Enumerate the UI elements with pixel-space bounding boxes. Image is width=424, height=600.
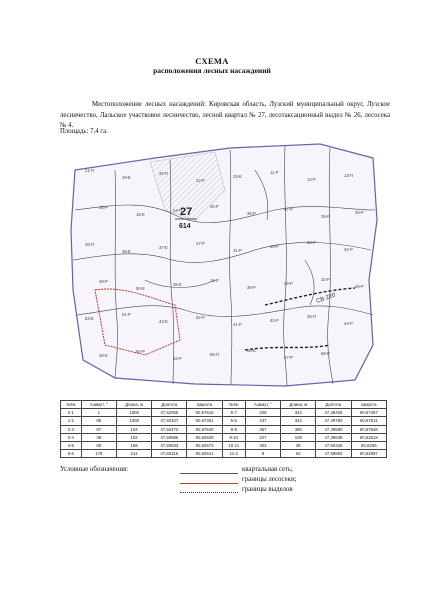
legend-label: границы лесосеки; (242, 476, 297, 483)
parcel-label: 28-Р (284, 281, 293, 286)
table-header-cell: Азимут, ° (81, 401, 116, 409)
parcel-label: 34-Р (344, 247, 353, 252)
table-cell: 36 (281, 441, 316, 449)
table-cell: 47,39638 (316, 433, 351, 441)
quarter-number: 27 (180, 206, 193, 218)
parcel-label: 37-Е (159, 245, 168, 250)
table-cell: 343 (281, 409, 316, 417)
parcel-label: 58-Р (321, 351, 330, 356)
table-row (61, 409, 387, 417)
table-cell: 60,67511 (351, 417, 386, 425)
table-cell: 38 (81, 433, 116, 441)
parcel-label: 48-Р (270, 244, 279, 249)
parcel-label: 55-П (210, 352, 220, 357)
table-cell: 60,67457 (351, 409, 386, 417)
table-cell: 8-9 (222, 425, 245, 433)
table-cell: 1-2 (61, 417, 82, 425)
parcel-label: 45-П (307, 314, 317, 319)
table-header-cell: №№ (61, 401, 82, 409)
parcel-label: 43-Е (159, 319, 168, 324)
parcel-label: 51-Р (122, 312, 131, 317)
parcel-label: 41-Р (233, 322, 242, 327)
parcel-label: 57-Р (284, 355, 293, 360)
table-header-cell: Долгота (316, 401, 351, 409)
table-cell: 357 (245, 425, 280, 433)
legend-line-red (180, 483, 238, 484)
table-cell: 2-3 (61, 425, 82, 433)
table-cell: 108 (281, 433, 316, 441)
parcel-label: 27-Р (196, 241, 205, 246)
parcel-label: 20-П (159, 171, 169, 176)
table-cell: 47,50325 (316, 441, 351, 449)
parcel-label: 13-Р (210, 278, 219, 283)
table-cell: 47,50107 (152, 417, 187, 425)
parcel-label: 42-Р (270, 318, 279, 323)
table-cell: 89 (81, 441, 116, 449)
table-cell: 247 (245, 417, 280, 425)
table-row (61, 425, 387, 433)
table-cell: 60,62615 (351, 433, 386, 441)
parcel-label: 63-Р (173, 356, 182, 361)
table-cell: 60,62641 (187, 450, 222, 458)
legend-item-quarter-network (180, 466, 380, 476)
parcel-label: 21-П (85, 168, 95, 173)
parcel-label: 64-Р (136, 349, 145, 354)
table-cell: 0-1 (61, 409, 82, 417)
parcel-label: 46-Е (99, 353, 108, 358)
table-cell: 10-11 (222, 441, 245, 449)
table-cell: 205 (245, 409, 280, 417)
table-cell: 60,67301 (187, 417, 222, 425)
legend-title: Условные обозначения: (60, 466, 128, 473)
table-cell: 60,62597 (351, 450, 386, 458)
map-stamp: СВ 220 (315, 292, 337, 305)
table-cell: 1 (81, 409, 116, 417)
parcel-label: 44-Р (344, 321, 353, 326)
table-cell: 9-10 (222, 433, 245, 441)
table-cell: 227 (245, 433, 280, 441)
table-cell: 85 (81, 417, 116, 425)
table-cell: 303 (245, 441, 280, 449)
table-cell: 47,50633 (152, 441, 187, 449)
parcel-label: 24-П (173, 208, 183, 213)
parcel-label: 50-Е (136, 286, 145, 291)
coordinates-table (60, 400, 387, 458)
parcel-label: 36-Р (247, 211, 256, 216)
parcel-label: 52-Р (196, 315, 205, 320)
table-cell: 4-5 (61, 441, 82, 449)
table-row (61, 417, 387, 425)
forest-map (55, 140, 385, 390)
table-cell: 62 (281, 450, 316, 458)
document-title: СХЕМА (195, 56, 229, 66)
table-row (61, 433, 387, 441)
table-cell: 67 (81, 425, 116, 433)
table-header-cell: Широта (187, 401, 222, 409)
table-cell: 60,67546 (351, 425, 386, 433)
parcel-label: 40-Р (355, 284, 364, 289)
quarter-area: 614 (179, 223, 191, 230)
table-cell: 104 (116, 425, 151, 433)
parcel-label: 12-Р (307, 177, 316, 182)
table-cell: 3-4 (61, 433, 82, 441)
legend-item-parcel-boundary (180, 486, 380, 496)
table-cell: 47,48405 (316, 409, 351, 417)
table-cell: 1308 (116, 417, 151, 425)
parcel-label: 53-Е (85, 316, 94, 321)
parcel-label: 31-Р (233, 248, 242, 253)
table-cell: 1806 (116, 409, 151, 417)
table-cell: 60,62673 (187, 441, 222, 449)
table-cell: 168 (116, 441, 151, 449)
legend-line-dotted (180, 492, 238, 493)
legend-label: квартальная сеть; (242, 466, 293, 473)
parcel-label: 29-Р (321, 214, 330, 219)
parcel-label: 19-Е (122, 175, 131, 180)
table-cell: 47,52055 (152, 409, 187, 417)
parcel-label: 13-П (344, 173, 354, 178)
table-cell: 47,49780 (316, 417, 351, 425)
table-header-cell: №№ (222, 401, 245, 409)
parcel-label: 38-Е (122, 249, 131, 254)
table-cell: 5-6 (222, 417, 245, 425)
table-cell: 47,60316 (152, 450, 187, 458)
table-cell: 60,62629 (187, 433, 222, 441)
parcel-label: 49-Р (99, 279, 108, 284)
table-cell: 102 (116, 433, 151, 441)
table-header-row (61, 401, 387, 409)
table-cell: 47,58862 (316, 450, 351, 458)
parcel-label: 25-Р (210, 204, 219, 209)
legend-line-solid (180, 473, 238, 474)
table-cell: 211 (116, 450, 151, 458)
table-cell: 47,49590 (316, 425, 351, 433)
parcel-label: 32-Р (321, 277, 330, 282)
table-cell: 60,6256 (351, 441, 386, 449)
table-cell: 343 (281, 417, 316, 425)
location-paragraph: Местоположение лесных насаждений: Кировская область, Лузский муниципальный округ, Лузское лесничество, Лальское участковое лесничество, лесной квартал № 27, лесотаксационный выдел № 26, лесосека № 4. (60, 101, 390, 129)
table-cell: 179 (81, 450, 116, 458)
table-cell: 8 (245, 450, 280, 458)
table-cell: 5-6 (61, 450, 82, 458)
parcel-label: 35-Е (173, 282, 182, 287)
parcel-label: 56-Е (247, 348, 256, 353)
parcel-label: 47-Р (284, 207, 293, 212)
parcel-label: 26-П (85, 242, 95, 247)
table-cell: 6-7 (222, 409, 245, 417)
table-header-cell: Долгота (152, 401, 187, 409)
table-cell: 390 (281, 425, 316, 433)
table-cell: 47,50472 (152, 425, 187, 433)
area-paragraph: Площадь: 7,4 га. (60, 128, 108, 135)
parcel-label: 33-Р (307, 240, 316, 245)
table-cell: 60,67640 (187, 425, 222, 433)
table-row (61, 441, 387, 449)
parcel-label: 18-Е (136, 212, 145, 217)
table-header-cell: Азимут, ° (245, 401, 280, 409)
parcel-label: 11-Р (270, 170, 279, 175)
table-cell: 60,67616 (187, 409, 222, 417)
legend-item-cutting-boundary (180, 476, 380, 486)
parcel-label: 23-Е (233, 174, 242, 179)
legend-label: границы выделов (242, 486, 293, 493)
table-header-cell: Длина, м (281, 401, 316, 409)
table-header-cell: Широта (351, 401, 386, 409)
table-row (61, 450, 387, 458)
document-subtitle: расположения лесных насаждений (153, 66, 271, 75)
parcel-label: 22-Р (196, 178, 205, 183)
parcel-label: 30-Р (355, 210, 364, 215)
parcel-label: 39-Р (247, 285, 256, 290)
table-header-cell: Длина, м (116, 401, 151, 409)
parcel-label: 35-Р (99, 205, 108, 210)
table-cell: 11-2 (222, 450, 245, 458)
table-cell: 47,50986 (152, 433, 187, 441)
